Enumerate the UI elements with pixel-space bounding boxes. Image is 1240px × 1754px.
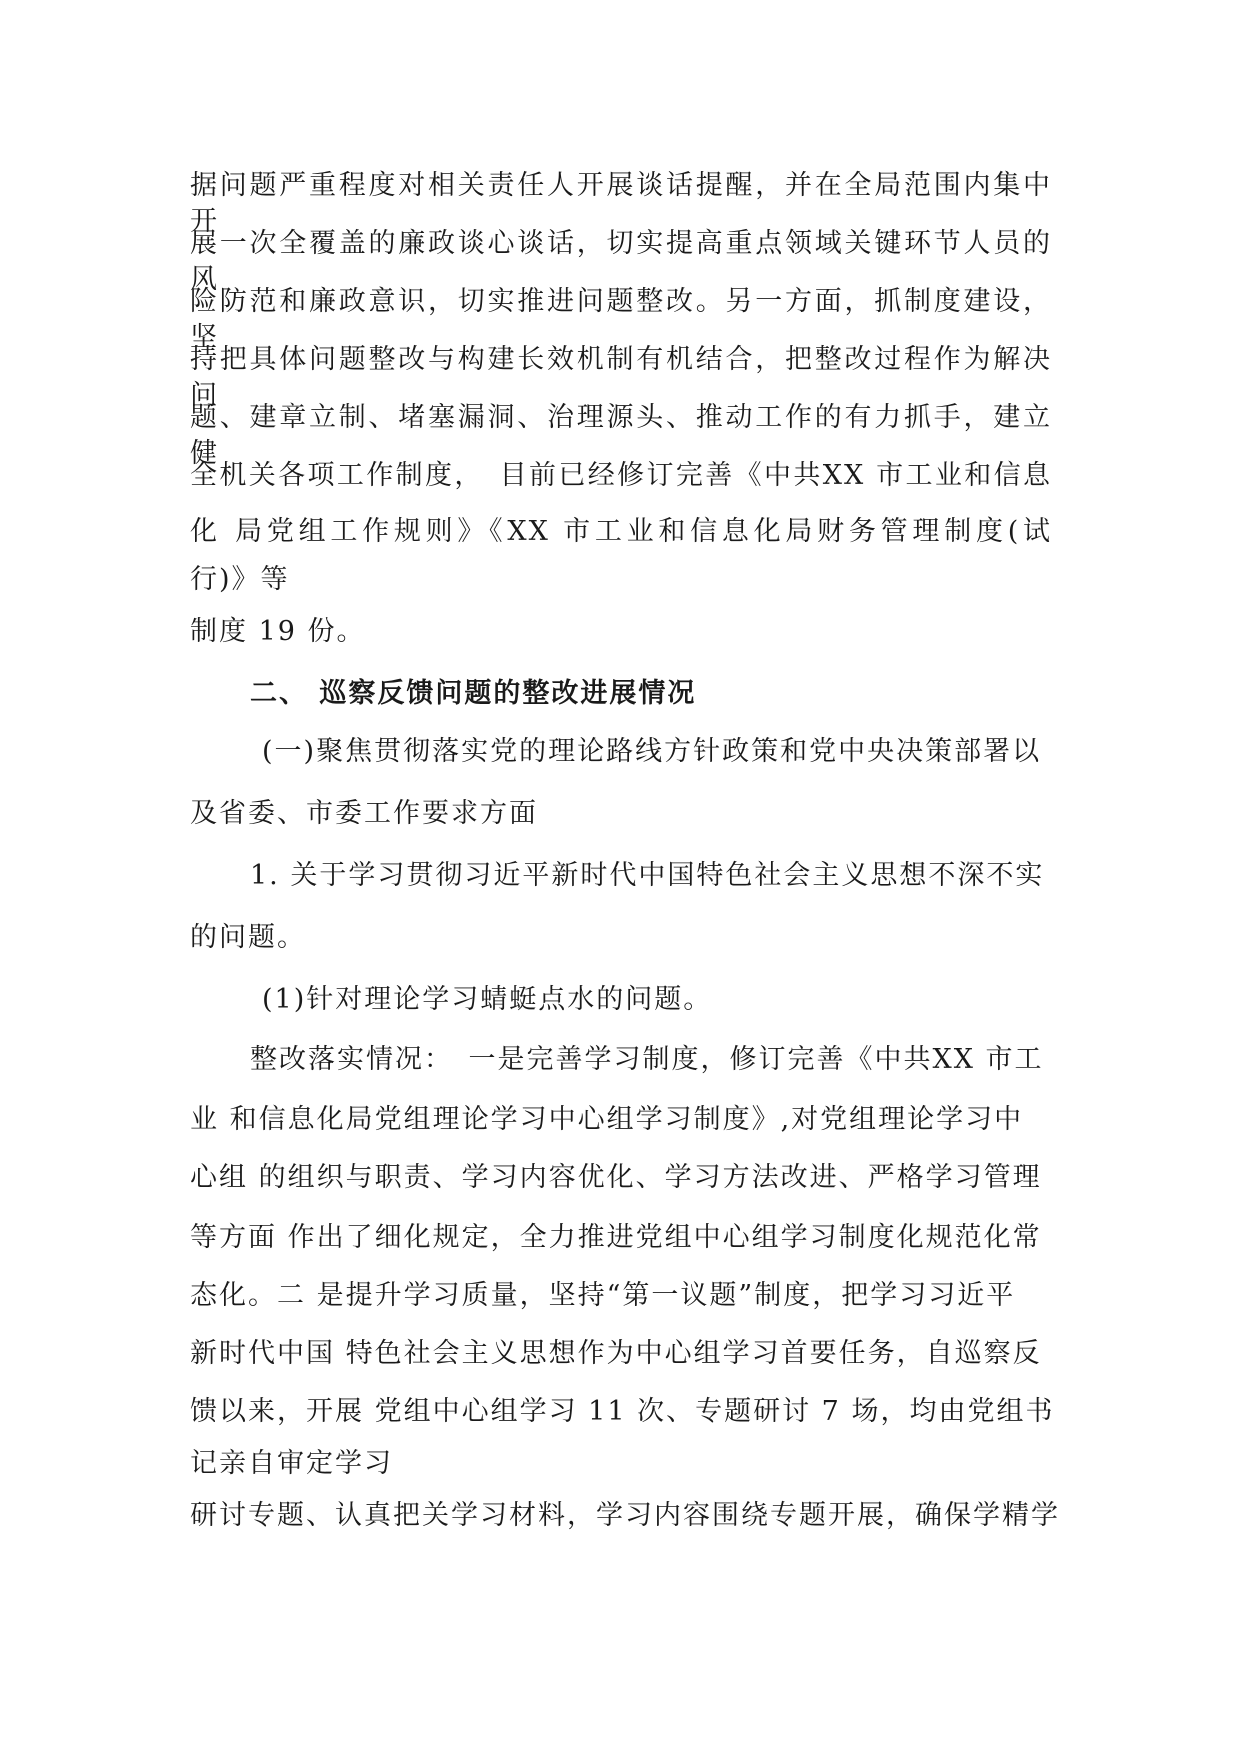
body-text-line: 化 局党组工作规则》《XX 市工业和信息化局财务管理制度(试 — [190, 516, 1052, 547]
body-text-line: 心组 的组织与职责、学习内容优化、学习方法改进、严格学习管理 — [190, 1162, 1042, 1193]
item-heading-continued: 的问题。 — [190, 922, 306, 953]
body-text-line: 新时代中国 特色社会主义思想作为中心组学习首要任务，自巡察反 — [190, 1338, 1042, 1369]
body-text-line: 记亲自审定学习 — [190, 1448, 393, 1479]
body-text-line: 据问题严重程度对相关责任人开展谈话提醒，并在全局范围内集中开 — [190, 170, 1052, 237]
body-text-line: 险防范和廉政意识，切实推进问题整改。另一方面，抓制度建设，坚 — [190, 286, 1052, 353]
body-text-line: 馈以来，开展 党组中心组学习 11 次、专题研讨 7 场，均由党组书 — [190, 1396, 1055, 1427]
body-text-line: 研讨专题、认真把关学习材料，学习内容围绕专题开展，确保学精学 — [190, 1500, 1060, 1531]
item-heading: 1. 关于学习贯彻习近平新时代中国特色社会主义思想不深不实 — [250, 860, 1045, 891]
body-text-line: 态化。二 是提升学习质量，坚持“第一议题”制度，把学习习近平 — [190, 1280, 1016, 1311]
subsection-heading: (一)聚焦贯彻落实党的理论路线方针政策和党中央决策部署以 — [262, 736, 1042, 767]
sub-item-heading: (1)针对理论学习蜻蜓点水的问题。 — [262, 984, 713, 1015]
body-text-line: 整改落实情况： 一是完善学习制度，修订完善《中共XX 市工 — [250, 1044, 1044, 1075]
body-text-line: 业 和信息化局党组理论学习中心组学习制度》,对党组理论学习中 — [190, 1104, 1024, 1135]
body-text-line: 全机关各项工作制度， 目前已经修订完善《中共XX 市工业和信息 — [190, 460, 1052, 491]
body-text-line: 题、建章立制、堵塞漏洞、治理源头、推动工作的有力抓手，建立健 — [190, 402, 1052, 469]
body-text-line: 制度 19 份。 — [190, 616, 366, 647]
body-text-line: 行)》等 — [190, 564, 290, 595]
section-heading: 二、 巡察反馈问题的整改进展情况 — [250, 678, 697, 709]
body-text-line: 等方面 作出了细化规定，全力推进党组中心组学习制度化规范化常 — [190, 1222, 1042, 1253]
body-text-line: 展一次全覆盖的廉政谈心谈话，切实提高重点领域关键环节人员的风 — [190, 228, 1052, 295]
subsection-heading-continued: 及省委、市委工作要求方面 — [190, 798, 538, 829]
body-text-line: 持把具体问题整改与构建长效机制有机结合，把整改过程作为解决问 — [190, 344, 1052, 411]
